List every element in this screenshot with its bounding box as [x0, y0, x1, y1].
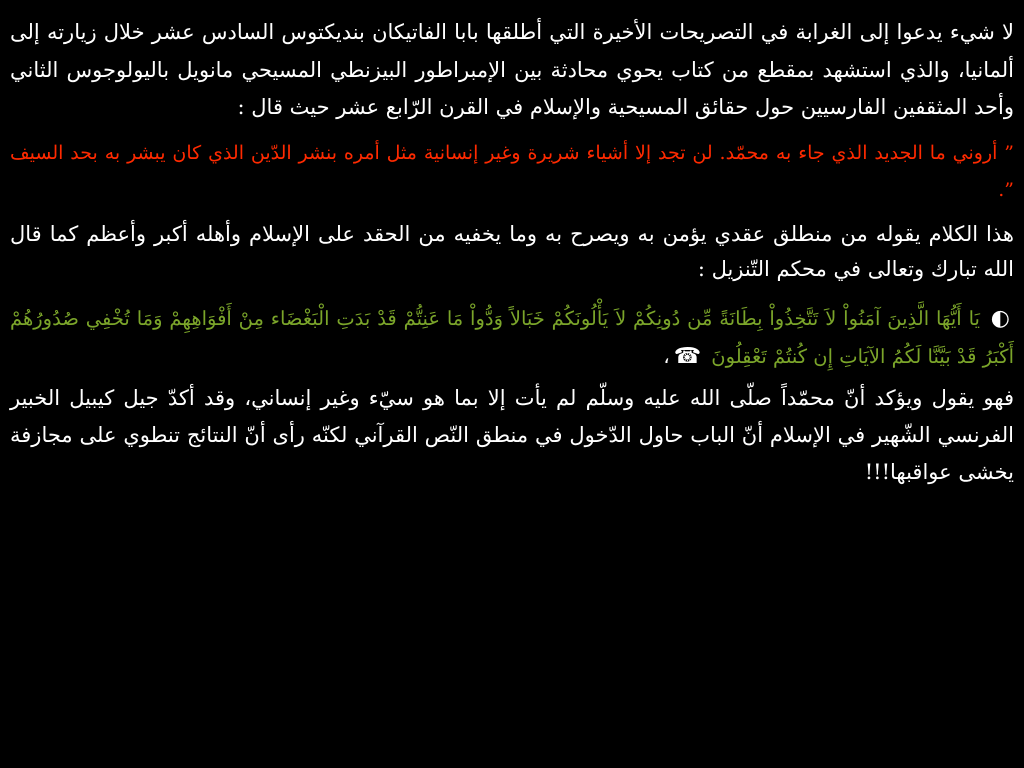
quran-verse	[10, 300, 1014, 376]
verse-open-bracket-icon: ◐	[990, 305, 1010, 331]
verse-end-mark: ،	[663, 344, 670, 368]
verse-text: يَا أَيُّهَا الَّذِينَ آمَنُواْ لاَ تَتَّخِذُواْ بِطَانَةً مِّن دُونِكُمْ لاَ يَأْلُونَكُمْ خَبَالاً وَدُّواْ مَا عَنِتُّمْ قَدْ بَدَتِ الْبَغْضَاء مِنْ أَفْوَاهِهِمْ وَمَا تُخْفِي صُدُورُهُمْ أَكْبَرُ قَدْ بَيَّنَّا لَكُمُ الآيَاتِ إِن كُنتُمْ تَعْقِلُونَ	[10, 306, 1014, 368]
conclusion-paragraph: فهو يقول ويؤكد أنّ محمّداً صلّى الله عليه وسلّم لم يأت إلا بما هو سيّء وغير إنساني، وقد أكدّ جيل كيبيل الخبير الفرنسي الشّهير في الإسلام أنّ الباب حاول الدّخول في منطق النّص القرآني لكنّه رأى أنّ النتائج تنطوي على مجازفة يخشى عواقبها!!!	[10, 385, 1014, 484]
emperor-quote: ” أروني ما الجديد الذي جاء به محمّد. لن تجد إلا أشياء شريرة وغير إنسانية مثل أمره بنشر الدّين الذي كان يبشر به بحد السيف ”.	[10, 141, 1014, 201]
commentary-paragraph: هذا الكلام يقوله من منطلق عقدي يؤمن به ويصرح به وما يخفيه من الحقد على الإسلام وأهله أكبر وأعظم كما قال الله تبارك وتعالى في محكم التّنزيل :	[10, 221, 1014, 281]
verse-close-bracket-icon: ☎	[673, 343, 702, 369]
intro-paragraph: لا شيء يدعوا إلى الغرابة في التصريحات الأخيرة التي أطلقها بابا الفاتيكان بنديكتوس السادس عشر خلال زيارته إلى ألمانيا، والذي استشهد بمقطع من كتاب يحوي محادثة بين الإمبراطور البيزنطي المسيحي مانويل باليولوجوس الثاني وأحد المثقفين الفارسيين حول حقائق المسيحية والإسلام في القرن الرّابع عشر حيث قال :	[10, 20, 1014, 119]
